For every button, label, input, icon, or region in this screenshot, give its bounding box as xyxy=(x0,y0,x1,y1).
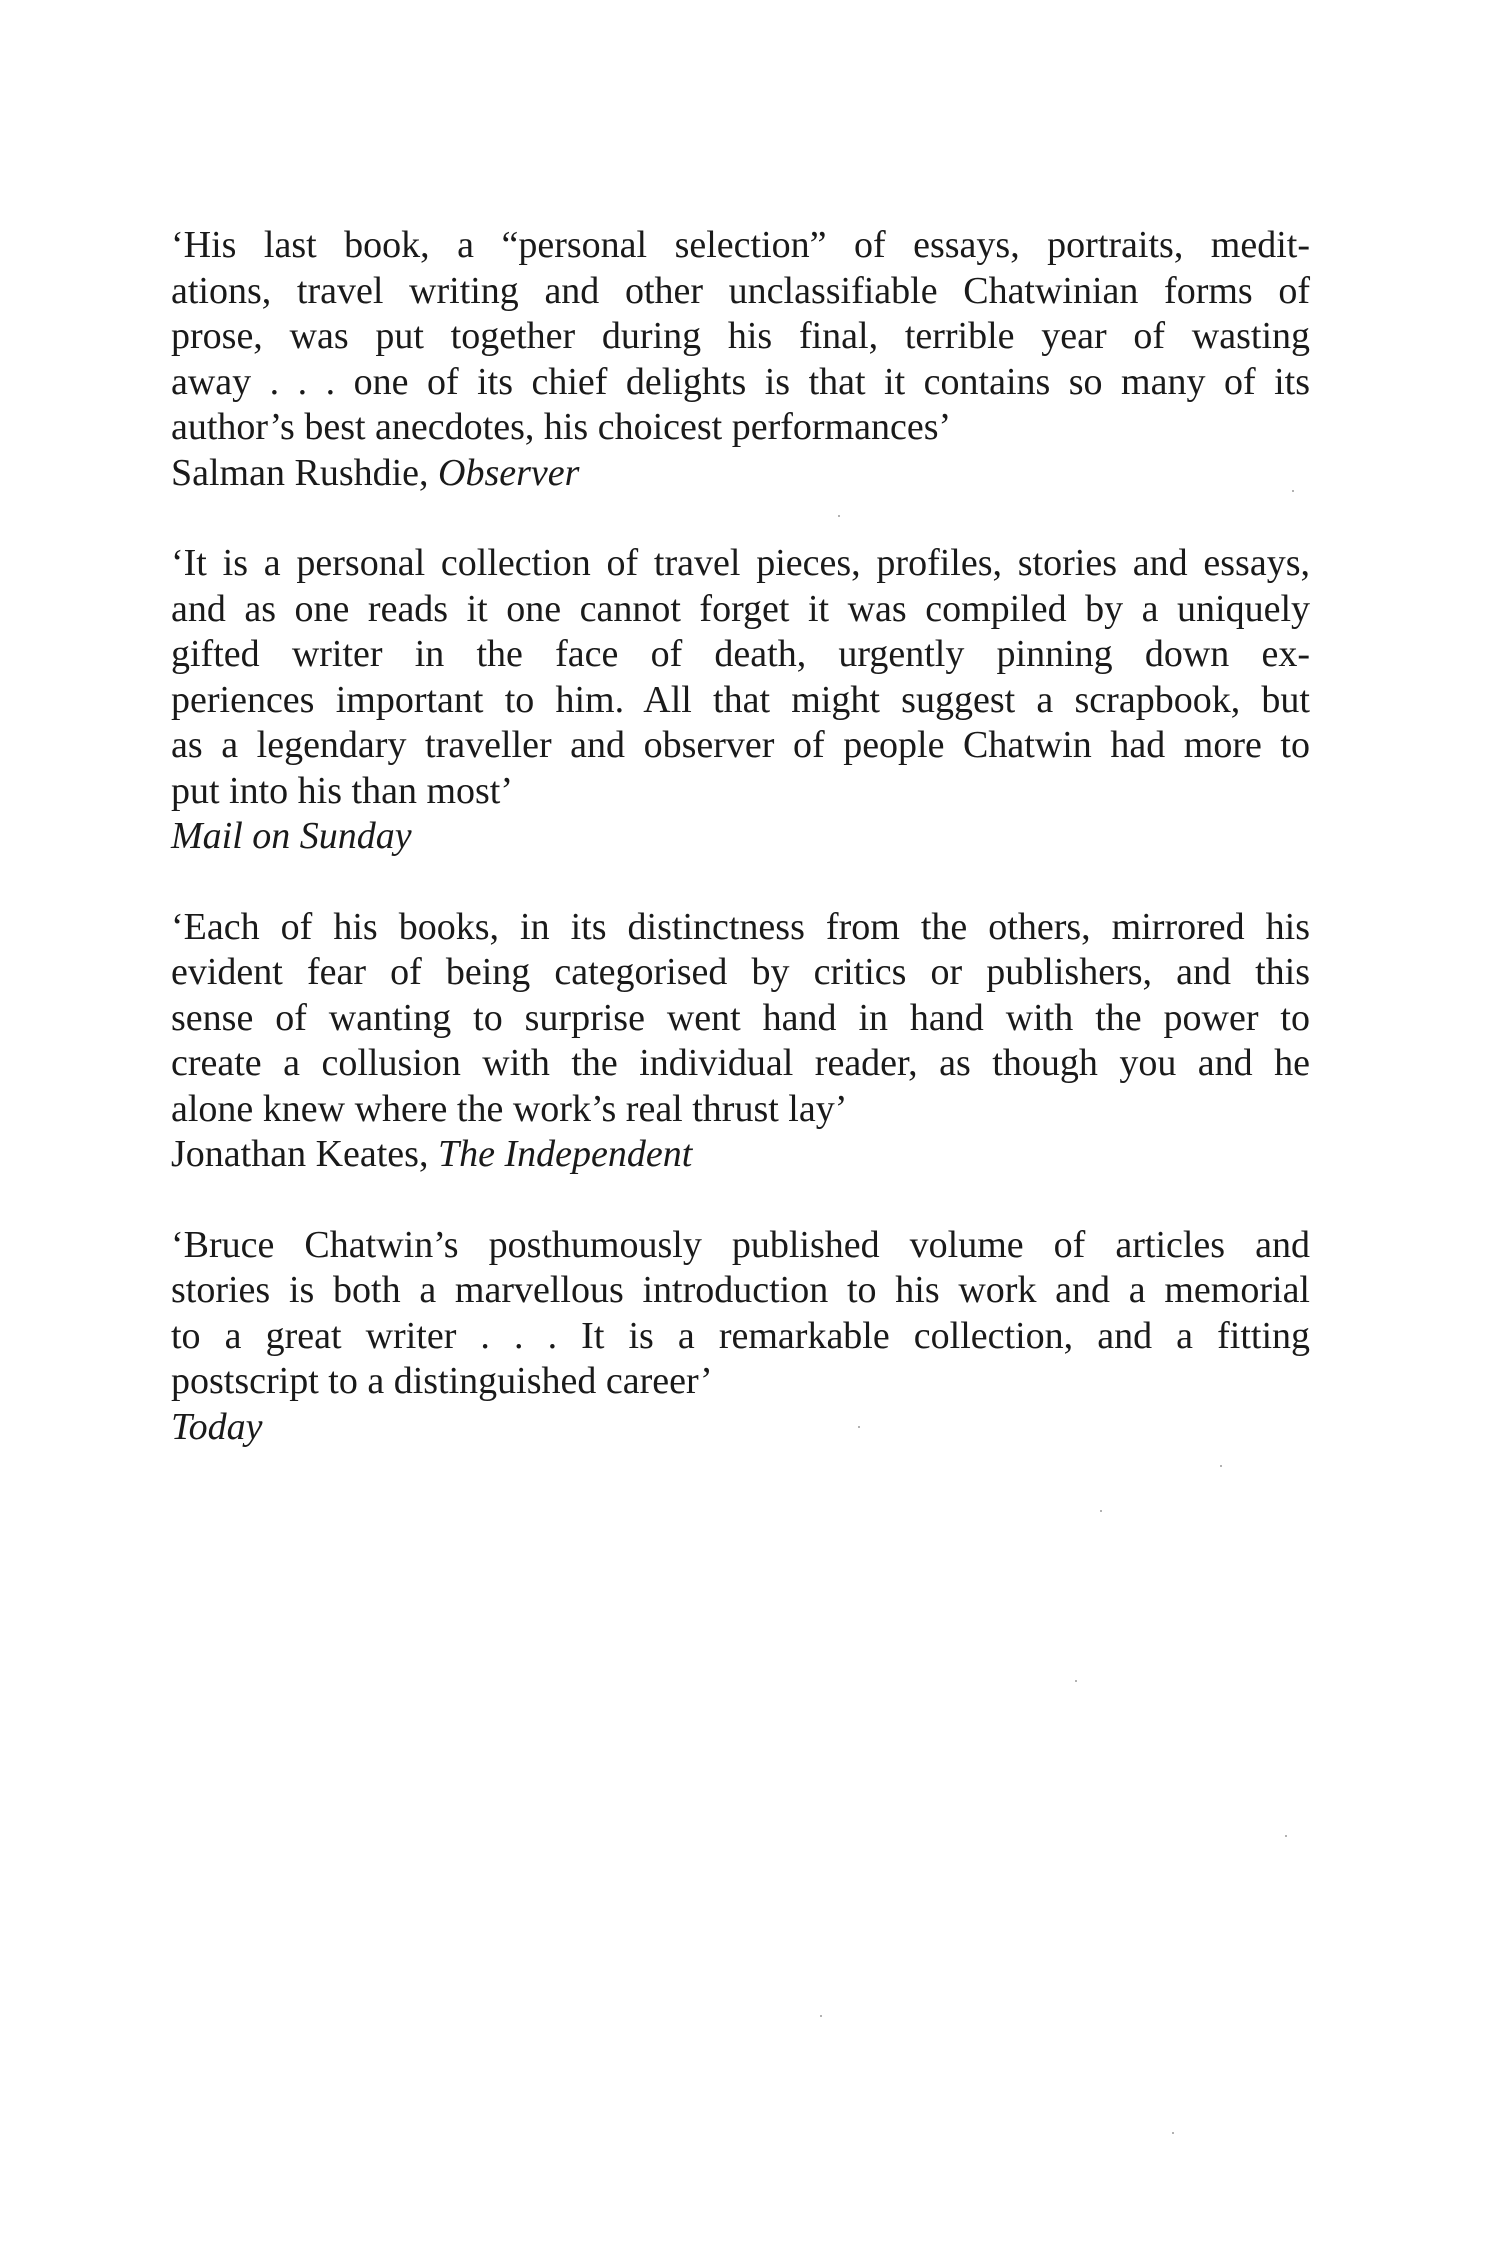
scan-speck xyxy=(1220,1465,1222,1467)
scan-speck xyxy=(838,515,840,517)
quote-line: postscript to a distinguished career’ xyxy=(171,1360,713,1402)
quote-line: ‘It is a personal collection of travel pieces, profiles, stories and essays, xyxy=(171,542,1310,584)
quote-line: ‘Bruce Chatwin’s posthumously published volume of articles and xyxy=(171,1223,1310,1266)
review-quote xyxy=(171,541,1310,860)
scan-speck xyxy=(858,1426,860,1428)
scan-speck xyxy=(1292,490,1294,492)
attribution-author: Salman Rushdie, xyxy=(171,451,439,494)
quote-line: create a collusion with the individual reader, as though you and he xyxy=(171,1042,1310,1084)
attribution-source: The Independent xyxy=(437,1133,693,1175)
quote-line: ations, travel writing and other unclassifiable Chatwinian forms of xyxy=(171,269,1310,312)
quote-line: periences important to him. All that might suggest a scrapbook, but xyxy=(171,678,1310,721)
quote-line: gifted writer in the face of death, urgently pinning down ex- xyxy=(171,633,1310,675)
quote-line: ‘His last book, a “personal selection” of essays, portraits, medit- xyxy=(171,224,1310,266)
quote-attribution xyxy=(171,1405,1310,1451)
scan-speck xyxy=(1100,1510,1102,1512)
quote-attribution xyxy=(171,1132,1310,1178)
scan-speck xyxy=(1075,1680,1077,1682)
attribution-source: Today xyxy=(171,1405,263,1448)
scan-speck xyxy=(1285,1835,1287,1837)
scan-speck xyxy=(1172,2132,1174,2134)
review-quote xyxy=(171,223,1310,496)
quote-line: to a great writer . . . It is a remarkable collection, and a fitting xyxy=(171,1314,1310,1357)
quote-line: as a legendary traveller and observer of people Chatwin had more to xyxy=(171,724,1310,766)
review-quote xyxy=(171,905,1310,1178)
quote-line: put into his than most’ xyxy=(171,769,513,812)
quote-line: away . . . one of its chief delights is that it contains so many of its xyxy=(171,360,1310,403)
scan-speck xyxy=(820,2015,822,2017)
quote-line: sense of wanting to surprise went hand in hand with the power to xyxy=(171,996,1310,1039)
quote-line: evident fear of being categorised by critics or publishers, and this xyxy=(171,951,1310,993)
quote-attribution xyxy=(171,451,1310,497)
quote-line: and as one reads it one cannot forget it was compiled by a uniquely xyxy=(171,587,1310,630)
quote-line: alone knew where the work’s real thrust lay’ xyxy=(171,1087,848,1130)
attribution-source: Observer xyxy=(438,451,580,494)
attribution-author: Jonathan Keates, xyxy=(171,1133,438,1175)
quote-line: ‘Each of his books, in its distinctness from the others, mirrored his xyxy=(171,905,1310,948)
quote-line: author’s best anecdotes, his choicest performances’ xyxy=(171,406,952,448)
review-quotes-page xyxy=(171,223,1310,1495)
quote-attribution xyxy=(171,814,1310,860)
quote-line: prose, was put together during his final, terrible year of wasting xyxy=(171,315,1310,357)
review-quote xyxy=(171,1223,1310,1451)
quote-line: stories is both a marvellous introduction to his work and a memorial xyxy=(171,1269,1310,1311)
attribution-source: Mail on Sunday xyxy=(171,815,412,857)
